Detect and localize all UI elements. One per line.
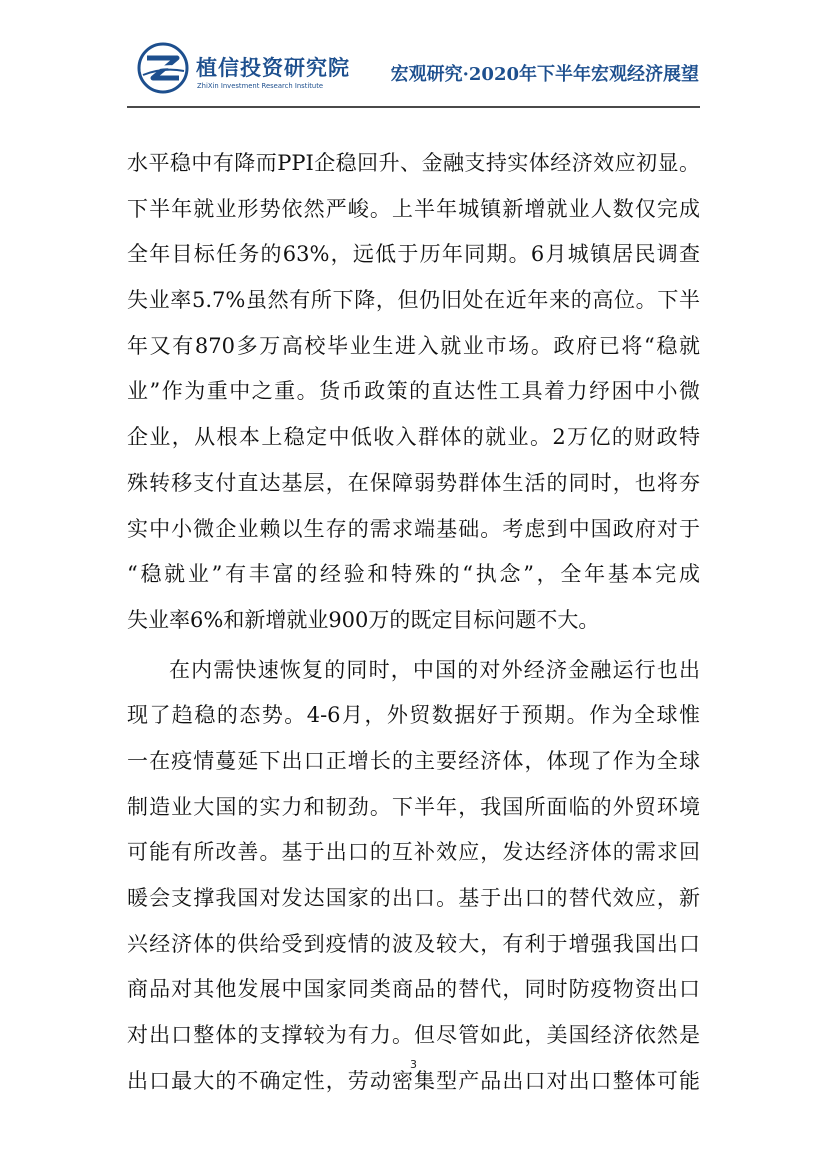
text-line: 失业率6%和新增就业900万的既定目标问题不大。: [127, 607, 600, 632]
text-line: 下半年就业形势依然严峻。上半年城镇新增就业人数仅完成: [127, 196, 700, 221]
text-line: 水平稳中有降而PPI企稳回升、金融支持实体经济效应初显。: [127, 151, 700, 175]
text-line: 制造业大国的实力和韧劲。下半年，我国所面临的外贸环境: [127, 794, 700, 819]
text-line: 业”作为重中之重。货币政策的直达性工具着力纾困中小微: [127, 379, 700, 404]
header-divider: [127, 106, 700, 108]
text-line: 出口最大的不确定性，劳动密集型产品出口对出口整体可能: [127, 1068, 700, 1093]
text-line: 对出口整体的支撑较为有力。但尽管如此，美国经济依然是: [127, 1023, 700, 1048]
text-line: 实中小微企业赖以生存的需求端基础。考虑到中国政府对于: [127, 516, 700, 541]
text-line: “稳就业”有丰富的经验和特殊的“执念”，全年基本完成: [127, 562, 700, 587]
text-line: 殊转移支付直达基层，在保障弱势群体生活的同时，也将夯: [127, 470, 700, 495]
text-line: 全年目标任务的63%，远低于历年同期。6月城镇居民调查: [127, 242, 700, 267]
text-line: 失业率5.7%虽然有所下降，但仍旧处在近年来的高位。下半: [127, 288, 700, 313]
text-line: 一在疫情蔓延下出口正增长的主要经济体，体现了作为全球: [127, 748, 700, 773]
document-body: [127, 141, 700, 1104]
org-name: 植信投资研究院: [196, 56, 350, 80]
institute-logo-icon: [137, 42, 189, 94]
report-title: 宏观研究·2020年下半年宏观经济展望: [390, 64, 699, 85]
text-line: 兴经济体的供给受到疫情的波及较大，有利于增强我国出口: [127, 931, 700, 956]
text-line: 在内需快速恢复的同时，中国的对外经济金融运行也出: [169, 657, 700, 682]
page-header: [0, 0, 827, 112]
text-line: 企业，从根本上稳定中低收入群体的就业。2万亿的财政特: [127, 425, 700, 450]
text-line: 现了趋稳的态势。4-6月，外贸数据好于预期。作为全球惟: [127, 703, 700, 728]
org-name-english: ZhiXin Investment Research Institute: [197, 82, 324, 90]
page-number: 3: [410, 1058, 417, 1071]
text-line: 可能有所改善。基于出口的互补效应，发达经济体的需求回: [127, 840, 700, 865]
paragraph: [127, 648, 700, 1105]
text-line: 年又有870多万高校毕业生进入就业市场。政府已将“稳就: [127, 333, 700, 358]
text-line: 暖会支撑我国对发达国家的出口。基于出口的替代效应，新: [127, 886, 700, 910]
text-line: 商品对其他发展中国家同类商品的替代，同时防疫物资出口: [127, 977, 700, 1002]
paragraph: [127, 141, 700, 644]
